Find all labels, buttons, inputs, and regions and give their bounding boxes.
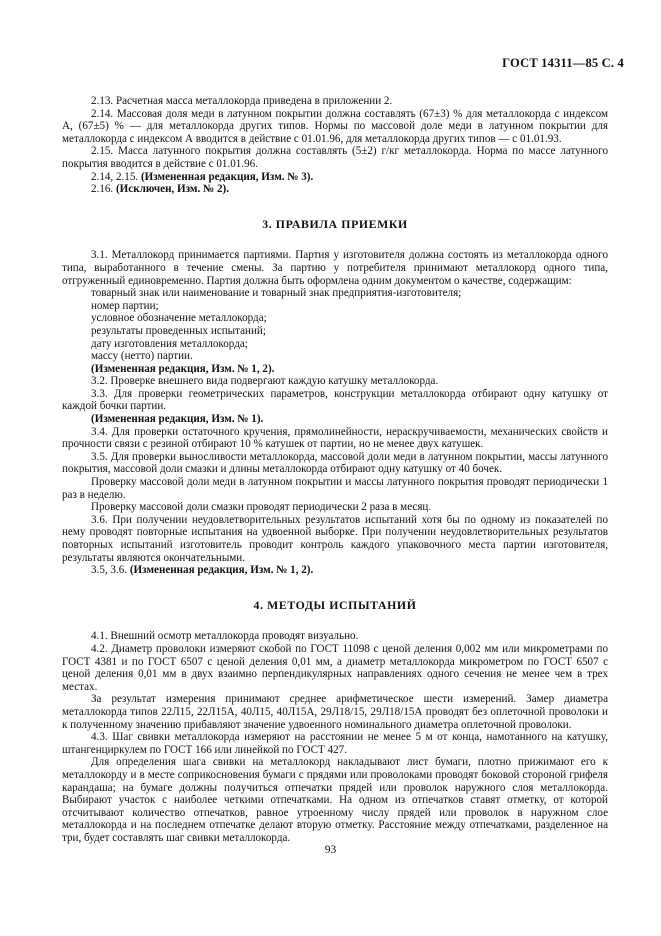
paragraph-4-3: 4.3. Шаг свивки металлокорда измеряют на расстоянии не менее 5 м от конца, намотанного на катушку, штангенциркулем по ГОСТ 166 или линейкой по ГОСТ 427. xyxy=(62,731,608,756)
amendment-number: 2.16. xyxy=(91,183,114,196)
paragraph-2-13: 2.13. Расчетная масса металлокорда приведена в приложении 2. xyxy=(91,95,393,107)
paragraph-3-6: 3.6. При получении неудовлетворительных результатов испытаний хотя бы по одному из показателей по нему проводят повторные испытания на удвоенной выборке. При получении неудовлетворительных результатов повторных испытаний изготовитель проводит контроль каждого упаковочного места партии изготовителя, результаты являются окончательными. xyxy=(62,513,608,564)
list-item: результаты проведенных испытаний; xyxy=(91,324,266,337)
amendment-number: 2.14, 2.15. xyxy=(91,170,139,183)
paragraph-2-15: 2.15. Масса латунного покрытия должна составлять (5±2) г/кг металлокорда. Норма по массе латунного покрытия вводится в действие с 01.01.96. xyxy=(62,145,608,170)
paragraph-3-5-monthly: Проверку массовой доли смазки проводят периодически 2 раза в месяц. xyxy=(91,501,432,514)
paragraph-3-5-weekly: Проверку массовой доли меди в латунном покрытии и массы латунного покрытия проводят периодически 1 раз в неделю. xyxy=(62,476,608,501)
amendment-text: (Измененная редакция, Изм. № 1, 2). xyxy=(129,564,314,577)
amendment-note xyxy=(62,564,608,577)
amendment-number: 3.5, 3.6. xyxy=(91,564,128,577)
amendment-note xyxy=(62,171,608,184)
paragraph-4-2-result: За результат измерения принимают среднее арифметическое шести измерений. Замер диаметра металлокорда типов 22Л15, 22Л15А, 40Л15, 40Л15А, 29Л18/15, 29Л18/15А проводят без оплеточной проволоки и к полученному значению прибавляют значение удвоенного номинального диаметра оплеточной проволоки. xyxy=(62,693,608,731)
list-item: массу (нетто) партии. xyxy=(91,350,193,363)
amendment-text: (Измененная редакция, Изм. № 1, 2). xyxy=(91,362,275,375)
paragraph-3-2: 3.2. Проверке внешнего вида подвергают каждую катушку металлокорда. xyxy=(91,375,439,388)
paragraph-3-5: 3.5. Для проверки выносливости металлокорда, массовой доли меди в латунном покрытии, массы латунного покрытия, массовой доли смазки и длины металлокорда отбирают одну катушку от 40 бочек. xyxy=(62,450,608,476)
amendment-text: (Измененная редакция, Изм. № 1). xyxy=(91,413,264,426)
paragraph-4-1: 4.1. Внешний осмотр металлокорда проводят визуально. xyxy=(91,630,359,643)
amendment-text: (Исключен, Изм. № 2). xyxy=(115,183,229,196)
section-3-heading: 3. ПРАВИЛА ПРИЕМКИ xyxy=(262,216,408,231)
amendment-text: (Измененная редакция, Изм. № 3). xyxy=(140,170,314,183)
page-content xyxy=(62,95,608,844)
paragraph-3-3: 3.3. Для проверки геометрических параметров, конструкции металлокорда отбирают одну катушку от каждой бочки партии. xyxy=(62,387,608,413)
list-item: номер партии; xyxy=(91,299,159,312)
paragraph-4-3-method: Для определения шага свивки на металлокорд накладывают лист бумаги, плотно прижимают его к металлокорду и в месте соприкосновения бумаги с прядями или проволоками проводят боковой стороной грифеля карандаша; на бумаге должны получиться отпечатки прядей или проволок наружного слоя металлокорда. Выбирают участок с наиболее четкими отпечатками. На одном из отпечатков ставят отметку, от которой отсчитывают количество отпечатков, равное утроенному числу прядей или проволок в наружном слое металлокорда и на последнем отпечатке делают вторую отметку. Расстояние между отпечатками, разделенное на три, будет составлять шаг свивки металлокорда. xyxy=(62,756,608,844)
paragraph-4-2: 4.2. Диаметр проволоки измеряют скобой по ГОСТ 11098 с ценой деления 0,002 мм или микрометрами по ГОСТ 4381 и по ГОСТ 6507 с ценой деления 0,01 мм, а диаметр металлокорда микрометром по ГОСТ 6507 с ценой деления 0,01 мм в двух взаимно перпендикулярных направлениях одного сечения не менее чем в трех местах. xyxy=(62,642,608,693)
paragraph-3-1: 3.1. Металлокорд принимается партиями. Партия у изготовителя должна состоять из металлокорда одного типа, выработанного в течение смены. За партию у потребителя принимают металлокорд одного типа, отгруженный единовременно. Партия должна быть оформлена одним документом о качестве, содержащим: xyxy=(62,249,608,287)
list-item: товарный знак или наименование и товарный знак предприятия-изготовителя; xyxy=(91,287,462,300)
page-header: ГОСТ 14311—85 С. 4 xyxy=(502,56,624,70)
list-item: дату изготовления металлокорда; xyxy=(91,337,248,350)
paragraph-2-14: 2.14. Массовая доля меди в латунном покрытии должна составлять (67±3) % для металлокорда с индексом А, (67±5) % — для металлокорда других типов. Нормы по массовой доле меди в латунном покрытии для металлокорда с индексом А вводится в действие с 01.01.96, для металлокорда других типов — с 01.01.93. xyxy=(62,107,608,145)
list-item: условное обозначение металлокорда; xyxy=(91,312,267,325)
amendment-note xyxy=(62,183,608,196)
page-number: 93 xyxy=(324,844,337,856)
section-4-heading: 4. МЕТОДЫ ИСПЫТАНИЙ xyxy=(253,597,417,612)
paragraph-3-4: 3.4. Для проверки остаточного кручения, прямолинейности, нераскручиваемости, механических свойств и прочности связи с резиной отбирают 10 % катушек от партии, но не менее двух катушек. xyxy=(62,425,608,451)
